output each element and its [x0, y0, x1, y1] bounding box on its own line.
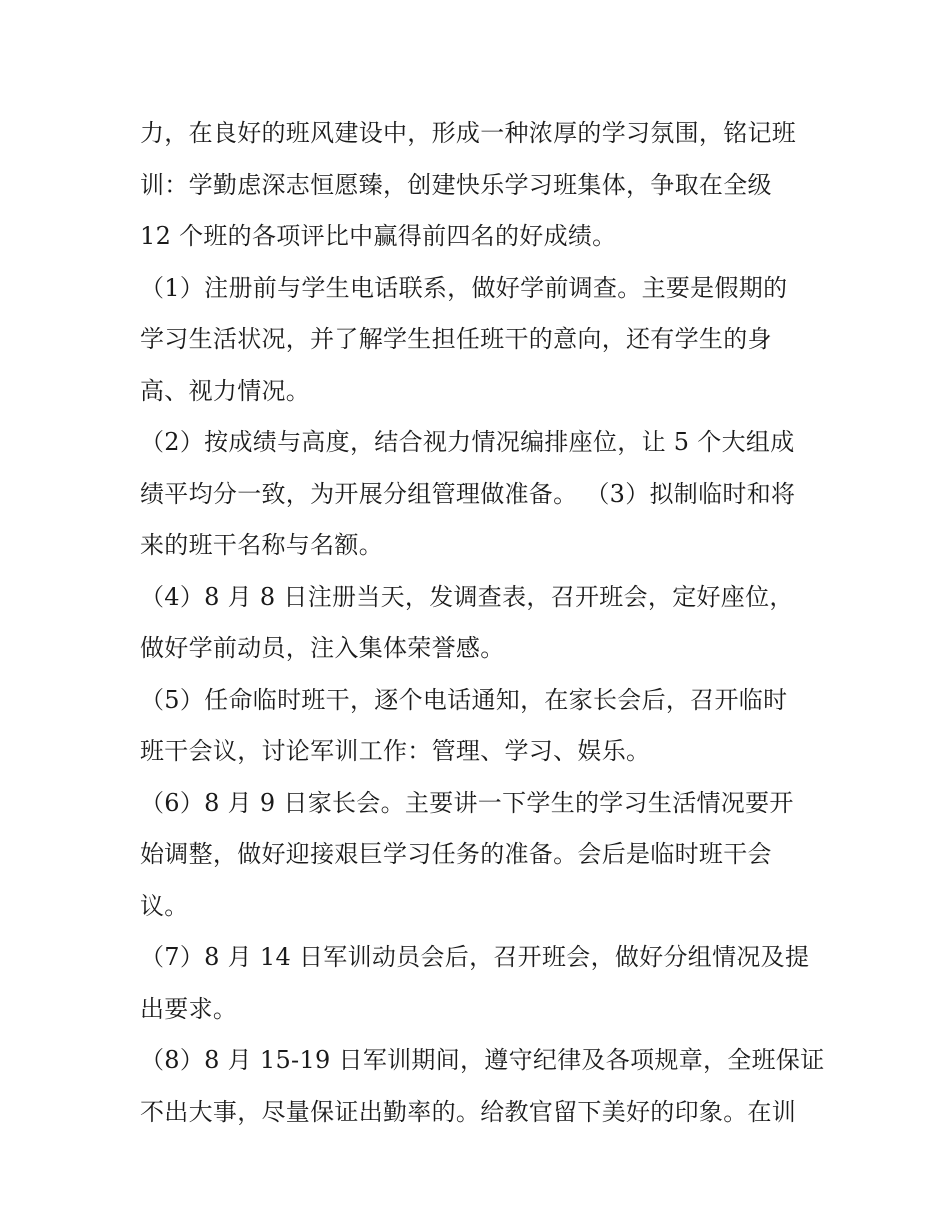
text-line: 班干会议，讨论军训工作：管理、学习、娱乐。	[140, 737, 651, 765]
text-line: 不出大事，尽量保证出勤率的。给教官留下美好的印象。在训	[140, 1097, 797, 1126]
text-line: （5）任命临时班干，逐个电话通知，在家长会后，召开临时	[140, 685, 788, 714]
text-line: 高、视力情况。	[140, 376, 311, 405]
body-text	[140, 108, 830, 1138]
text-line: （1）注册前与学生电话联系，做好学前调查。主要是假期的	[140, 273, 788, 302]
text-line: 出要求。	[140, 994, 238, 1023]
text-line: 力，在良好的班风建设中，形成一种浓厚的学习氛围，铭记班	[140, 119, 797, 147]
text-line: 始调整，做好迎接艰巨学习任务的准备。会后是临时班干会	[140, 840, 772, 868]
text-line: （6）8 月 9 日家长会。主要讲一下学生的学习生活情况要开	[140, 788, 794, 817]
text-line: 做好学前动员，注入集体荣誉感。	[140, 634, 505, 662]
text-line: 来的班干名称与名额。	[140, 531, 383, 559]
text-line: （4）8 月 8 日注册当天，发调查表，召开班会，定好座位，	[140, 582, 794, 611]
text-line: （7）8 月 14 日军训动员会后，召开班会，做好分组情况及提	[140, 943, 810, 971]
text-line: 12 个班的各项评比中赢得前四名的好成绩。	[140, 222, 617, 250]
text-line: （8）8 月 15-19 日军训期间，遵守纪律及各项规章，全班保证	[140, 1046, 825, 1074]
text-line: 议。	[140, 891, 189, 920]
text-line: 训：学勤虑深志恒愿臻，创建快乐学习班集体，争取在全级	[140, 170, 772, 199]
text-line: 绩平均分一致，为开展分组管理做准备。 （3）拟制临时和将	[140, 479, 796, 508]
text-line: （2）按成绩与高度，结合视力情况编排座位，让 5 个大组成	[140, 428, 795, 456]
text-line: 学习生活状况，并了解学生担任班干的意向，还有学生的身	[140, 325, 772, 353]
